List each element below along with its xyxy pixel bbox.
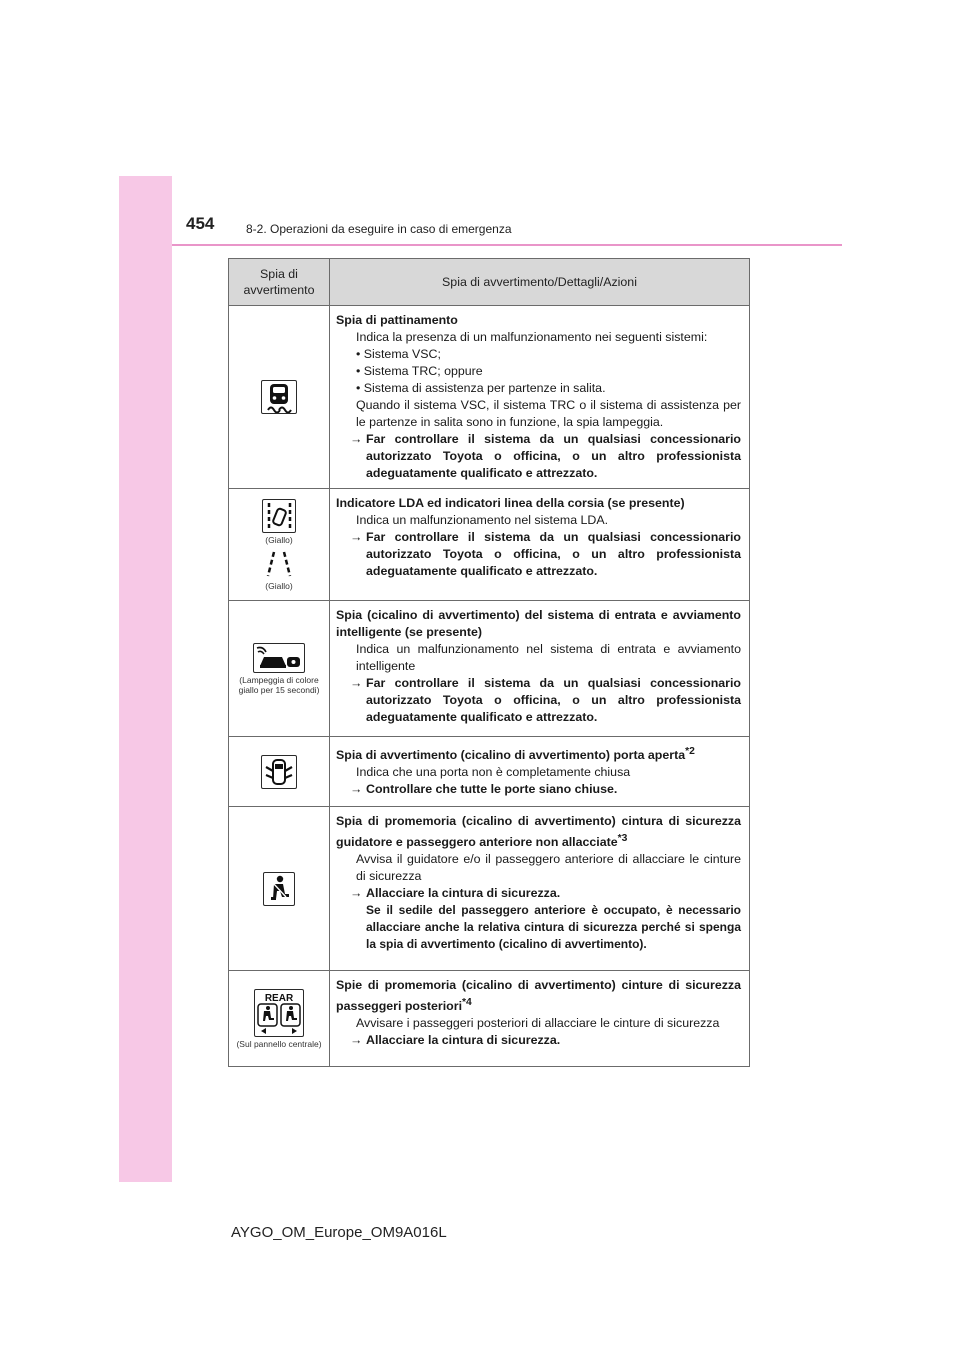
row-title: Spia di avvertimento (cicalino di avvertimento) porta aperta$^{*2}$ xyxy=(336,746,695,763)
icon-cell xyxy=(229,807,330,971)
row-title: Spia di pattinamento xyxy=(336,313,458,327)
row-title: Indicatore LDA ed indicatori linea della corsia (se presente) xyxy=(336,496,685,510)
details-cell xyxy=(330,489,750,601)
table-row xyxy=(229,971,750,1067)
row-action-note: Se il sedile del passeggero anteriore è occupato, è necessario allacciare anche la relativa cintura di sicurezza perché si spenga la spia di avvertimento (cicalino di avvertimento). xyxy=(366,903,741,952)
list-item: • Sistema TRC; oppure xyxy=(356,364,483,378)
table-row xyxy=(229,489,750,601)
page-number: 454 xyxy=(186,214,215,233)
rear-icon-text: REAR xyxy=(264,992,294,1004)
row-action: → Far controllare il sistema da un qualsiasi concessionario autorizzato Toyota o officina, o un altro professionista adeguatamente qualificato e attrezzato. xyxy=(350,530,741,578)
row-action: → Far controllare il sistema da un qualsiasi concessionario autorizzato Toyota o officina, o un altro professionista adeguatamente qualificato e attrezzato. xyxy=(350,676,741,724)
table-row xyxy=(229,601,750,737)
row-title: Spia di promemoria (cicalino di avvertimento) cintura di sicurezza guidatore e passeggero anteriore non allacciate$^{*3}$ xyxy=(336,814,741,850)
side-tab-band xyxy=(119,176,172,1182)
list-item: • Sistema VSC; xyxy=(356,347,441,361)
document-code: AYGO_OM_Europe_OM9A016L xyxy=(231,1224,447,1241)
lane-line-icon xyxy=(263,549,295,579)
row-description: Avvisare i passeggeri posteriori di allacciare le cinture di sicurezza xyxy=(356,1016,720,1031)
row-action: → Allacciare la cintura di sicurezza. xyxy=(350,886,561,901)
icon-cell xyxy=(229,737,330,807)
icon-label: (Sul pannello centrale) xyxy=(236,1038,322,1049)
row-action: → Controllare che tutte le porte siano chiuse. xyxy=(350,782,618,797)
details-cell xyxy=(330,807,750,971)
section-title: 8-2. Operazioni da eseguire in caso di emergenza xyxy=(246,222,512,236)
warning-lights-table xyxy=(228,258,750,1067)
row-description: Indica che una porta non è completamente chiusa xyxy=(356,765,631,780)
details-cell xyxy=(330,306,750,489)
footnote-ref: *3 xyxy=(617,833,628,844)
table-row xyxy=(229,737,750,807)
icon-cell xyxy=(229,601,330,737)
col-header-details: Spia di avvertimento/Dettagli/Azioni xyxy=(330,259,750,306)
table-header-row xyxy=(229,259,750,306)
rear-seatbelt-icon xyxy=(254,989,304,1037)
row-description: Avvisa il guidatore e/o il passeggero anteriore di allacciare le cinture di sicurezza xyxy=(356,852,741,884)
smart-key-icon xyxy=(253,643,305,673)
details-cell xyxy=(330,601,750,737)
seatbelt-icon xyxy=(263,872,295,906)
door-open-icon xyxy=(261,755,297,789)
footnote-ref: *4 xyxy=(462,997,472,1008)
skid-indicator-icon xyxy=(261,380,297,414)
icon-label: (Lampeggia di colore giallo per 15 secondi) xyxy=(238,674,320,695)
icon-cell xyxy=(229,971,330,1067)
row-description: Indica la presenza di un malfunzionamento nei seguenti sistemi: xyxy=(356,330,708,344)
row-action: → Allacciare la cintura di sicurezza. xyxy=(350,1033,561,1048)
icon-cell xyxy=(229,306,330,489)
icon-cell xyxy=(229,489,330,601)
row-title: Spie di promemoria (cicalino di avvertimento) cinture di sicurezza passeggeri posteriori$^{*4}$ xyxy=(336,978,741,1014)
details-cell xyxy=(330,971,750,1067)
list-item: • Sistema di assistenza per partenze in salita. xyxy=(356,381,606,395)
row-description: Indica un malfunzionamento nel sistema di entrata e avviamento intelligente xyxy=(356,642,741,673)
lda-icon xyxy=(262,499,296,533)
header-rule xyxy=(172,244,842,246)
col-header-light: Spia di avvertimento xyxy=(229,259,330,306)
row-note: Quando il sistema VSC, il sistema TRC o il sistema di assistenza per le partenze in salita sono in funzione, la spia lampeggia. xyxy=(356,398,741,429)
row-description: Indica un malfunzionamento nel sistema LDA. xyxy=(356,513,609,527)
table-row xyxy=(229,807,750,971)
table-row xyxy=(229,306,750,489)
row-title: Spia (cicalino di avvertimento) del sistema di entrata e avviamento intelligente (se presente) xyxy=(336,608,741,639)
icon-label: (Giallo) xyxy=(265,580,293,591)
footnote-ref: *2 xyxy=(685,746,695,757)
icon-label: (Giallo) xyxy=(265,534,293,545)
row-action: → Far controllare il sistema da un qualsiasi concessionario autorizzato Toyota o officina, o un altro professionista adeguatamente qualificato e attrezzato. xyxy=(350,432,741,480)
details-cell xyxy=(330,737,750,807)
